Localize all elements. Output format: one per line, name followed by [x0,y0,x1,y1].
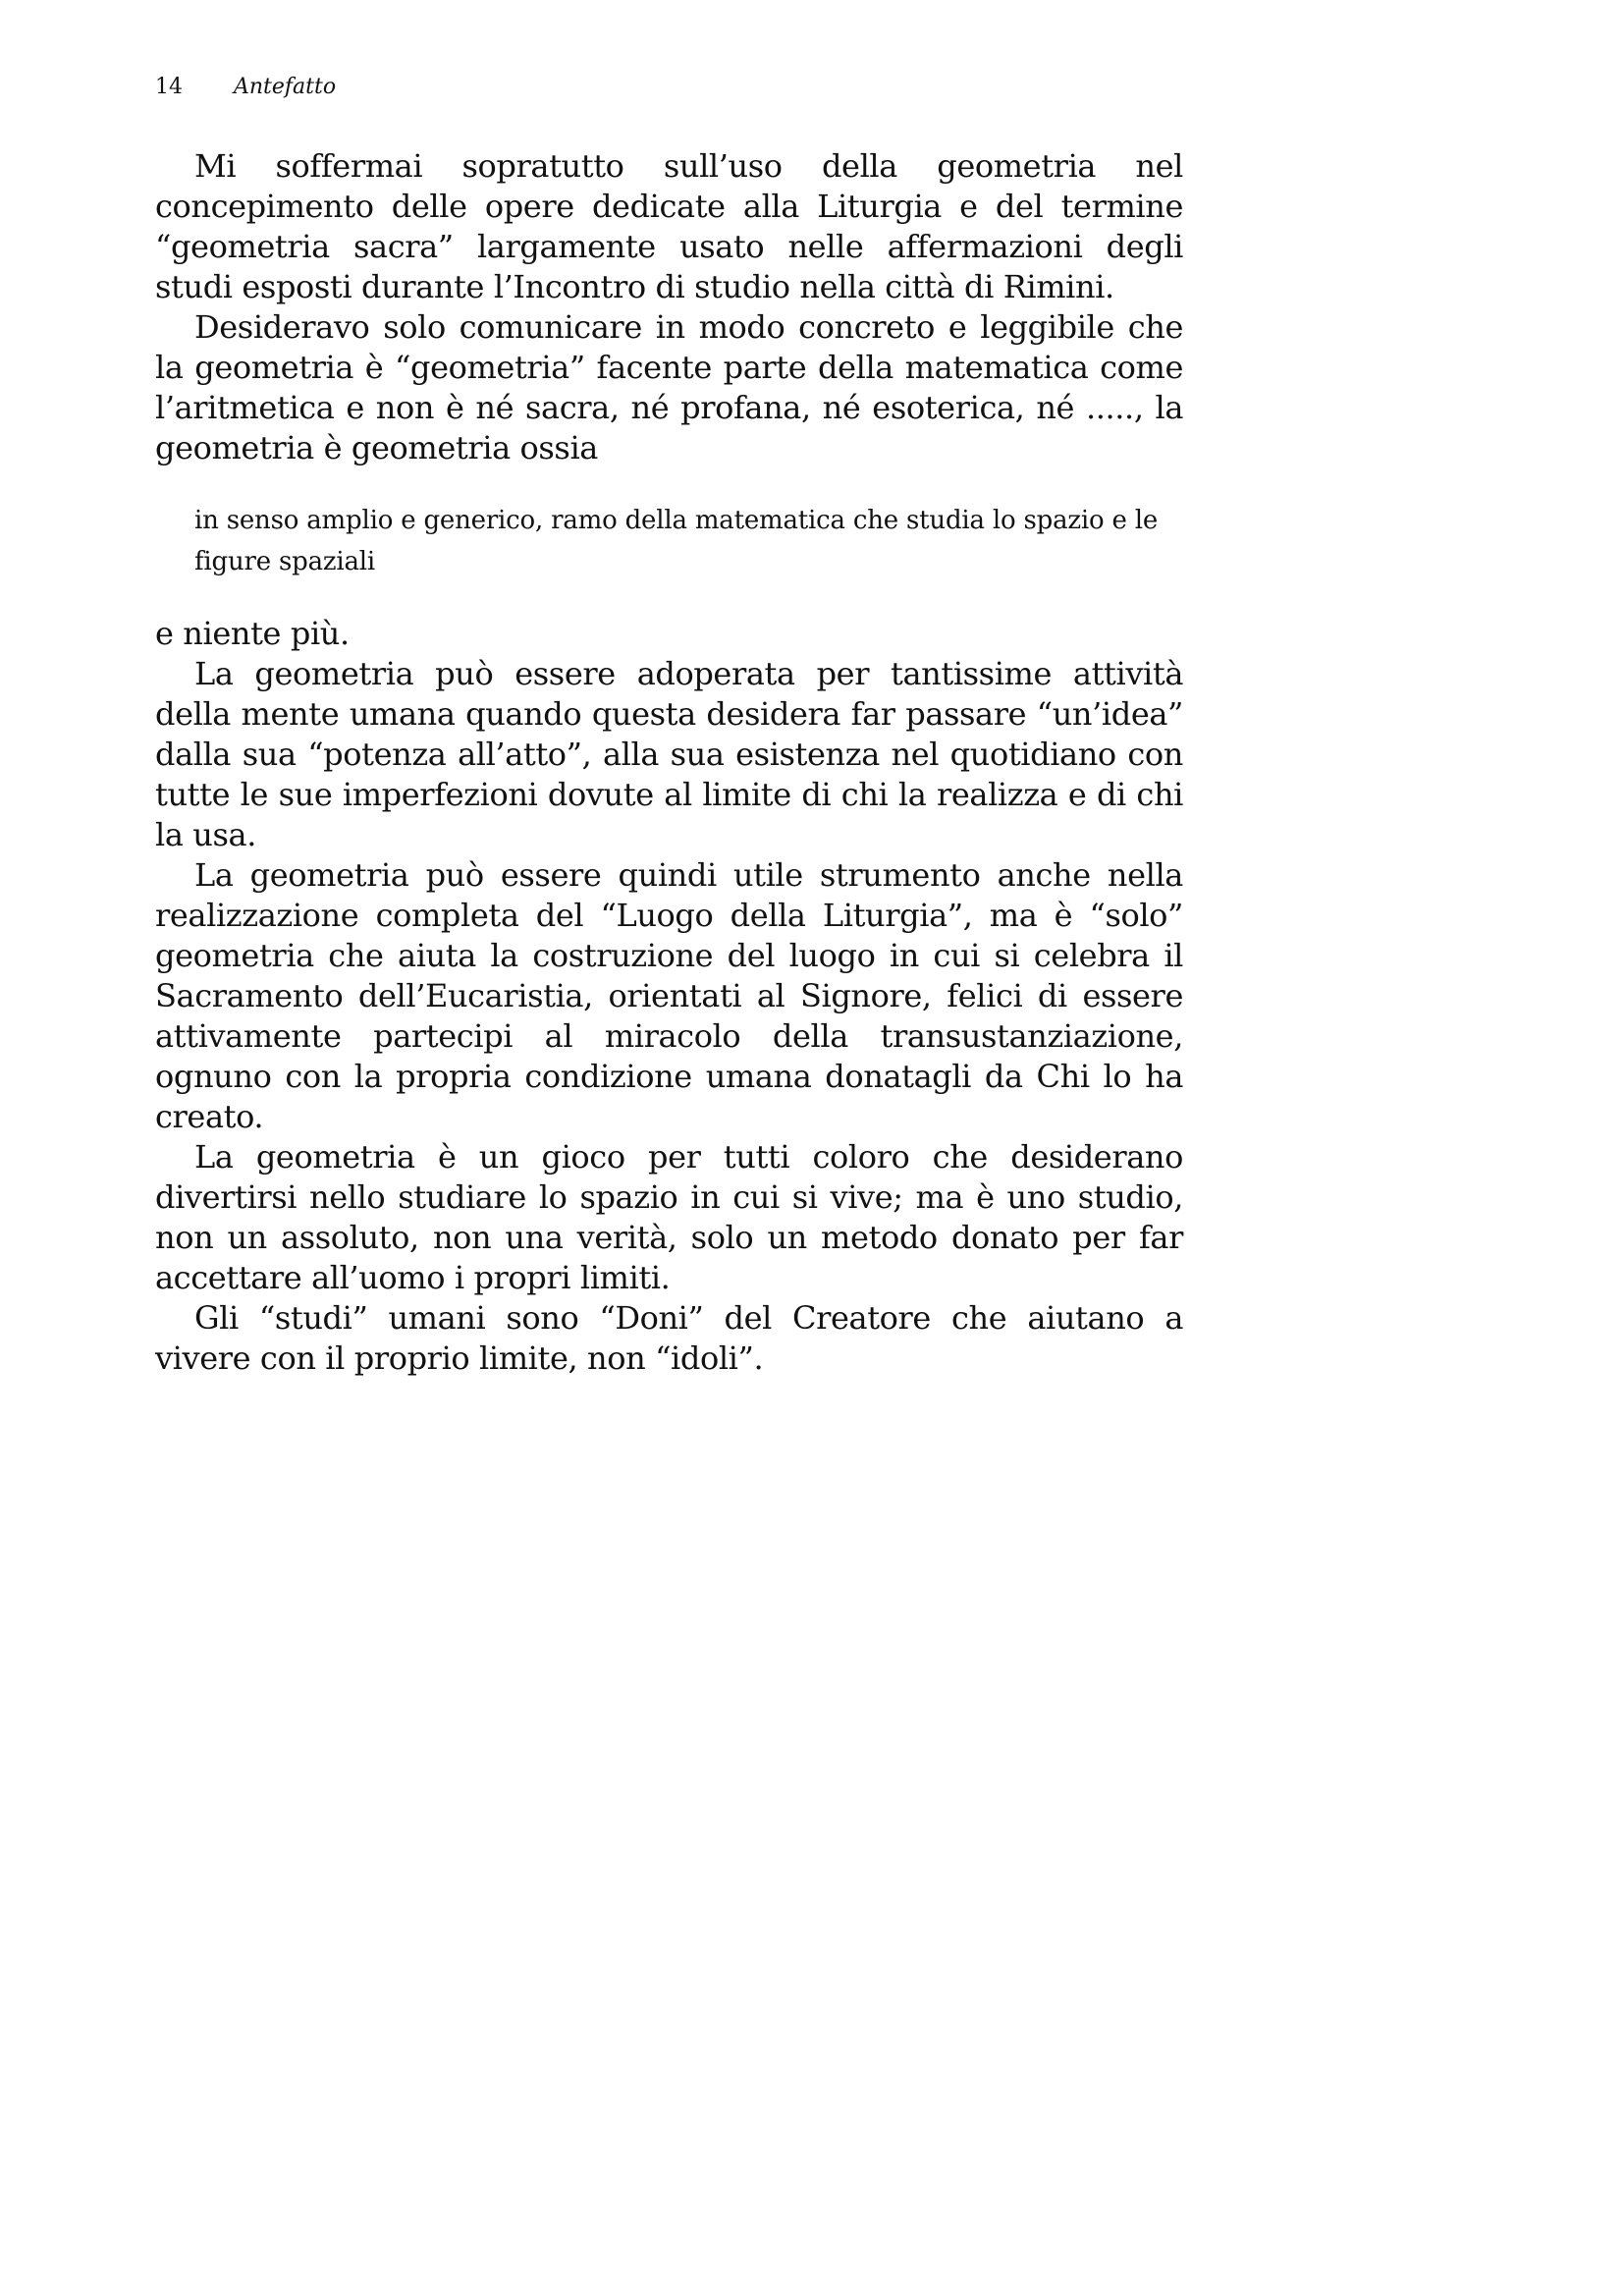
paragraph-6: La geometria è un gioco per tutti coloro che desiderano divertirsi nello studiare lo spazio in cui si vive; ma è uno studio, non un assoluto, non una verità, solo un metodo donato per far accettare all’uomo i propri limiti. [155,1138,1183,1296]
paragraph-2: Desideravo solo comunicare in modo concreto e leggibile che la geometria è “geometria” facente parte della matematica come l’aritmetica e non è né sacra, né profana, né esoterica, né ....., la geometria è geometria ossia [155,308,1183,466]
paragraph-3: e niente più. [155,615,350,652]
block-quote: in senso amplio e generico, ramo della matematica che studia lo spazio e le figure spaziali [194,506,1159,576]
section-title: Antefatto [234,75,337,99]
paragraph-4: La geometria può essere adoperata per tantissime attività della mente umana quando questa desidera far passare “un’idea” dalla sua “potenza all’atto”, alla sua esistenza nel quotidiano con tutte le sue imperfezioni dovute al limite di chi la realizza e di chi la usa. [155,655,1183,853]
body-text [155,146,1183,1379]
page-number: 14 [155,75,183,99]
paragraph-7: Gli “studi” umani sono “Doni” del Creatore che aiutano a vivere con il proprio limite, non “idoli”. [155,1299,1183,1377]
paragraph-1: Mi soffermai sopratutto sull’uso della geometria nel concepimento delle opere dedicate alla Liturgia e del termine “geometria sacra” largamente usato nelle affermazioni degli studi esposti durante l’Incontro di studio nella città di Rimini. [155,147,1183,305]
running-head [155,73,336,102]
paragraph-5: La geometria può essere quindi utile strumento anche nella realizzazione completa del “Luogo della Liturgia”, ma è “solo” geometria che aiuta la costruzione del luogo in cui si celebra il Sacramento dell’Eucaristia, orientati al Signore, felici di essere attivamente partecipi al miracolo della transustanziazione, ognuno con la propria condizione umana donatagli da Chi lo ha creato. [155,856,1183,1135]
